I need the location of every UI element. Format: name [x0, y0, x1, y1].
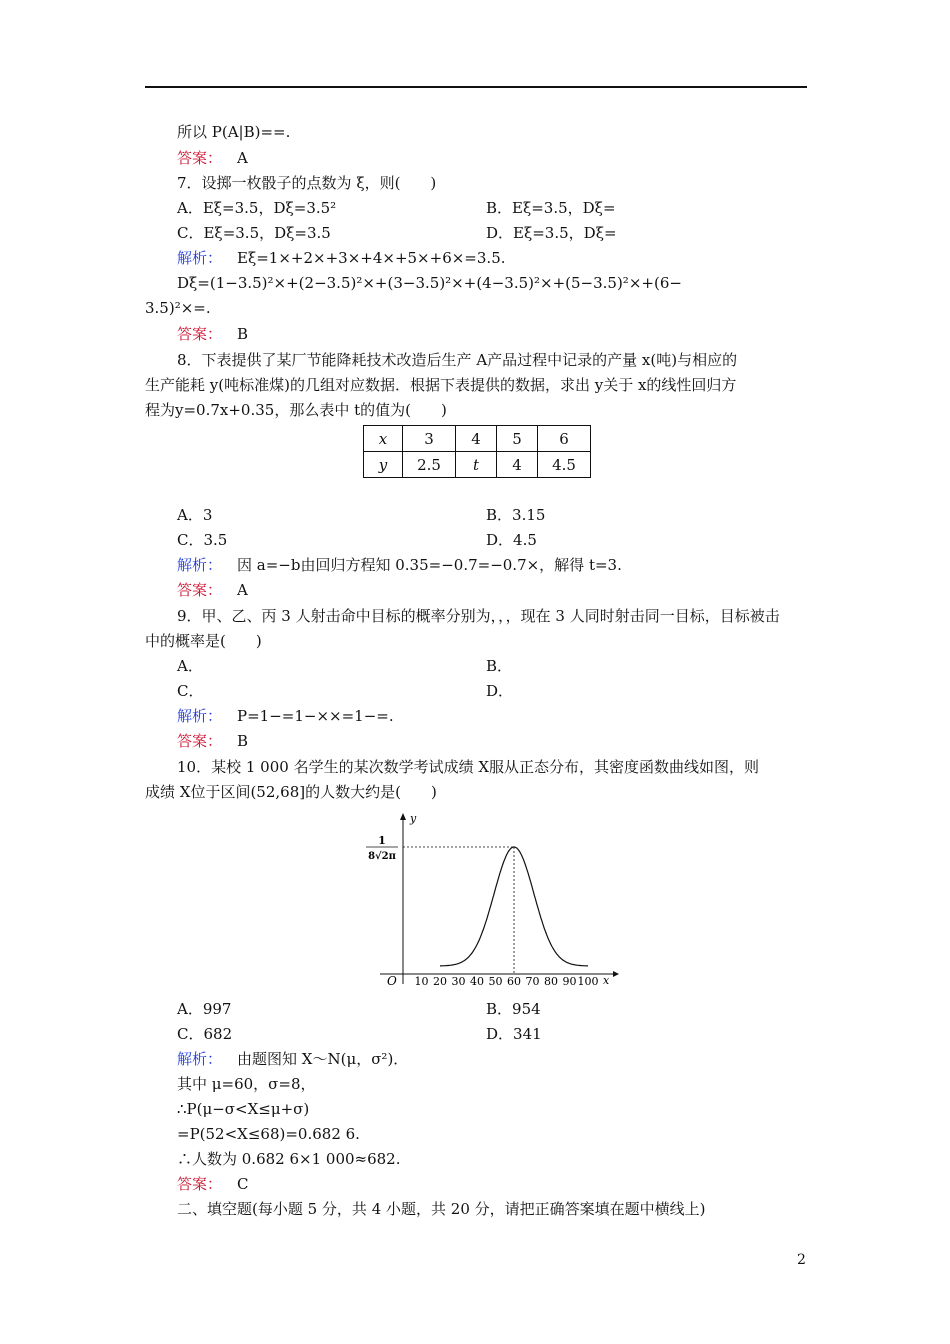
text-line: =P(52<X≤68)=0.682 6.: [177, 1125, 360, 1143]
y-axis-arrow: [400, 813, 406, 820]
table-cell: 5: [497, 426, 538, 452]
question-7: 7．设掷一枚骰子的点数为 ξ，则( ): [177, 174, 437, 192]
table-cell: y: [364, 452, 403, 478]
option-c: C．Eξ=3.5，Dξ=3.5: [177, 224, 331, 242]
text-line: 成绩 X位于区间(52,68]的人数大约是( ): [145, 783, 437, 801]
answer-line: [177, 324, 248, 344]
x-tick-label: 70: [525, 975, 540, 988]
analysis-text: 由题图知 X～N(μ，σ²)．: [237, 1050, 409, 1068]
x-tick-label: 20: [433, 975, 447, 988]
text-line: Dξ=(1−3.5)²×+(2−3.5)²×+(3−3.5)²×+(4−3.5)²×+(5−3.5)²×+(6−: [177, 274, 682, 292]
text-line: 程为y=0.7x+0.35，那么表中 t的值为( ): [145, 401, 447, 419]
x-tick-label: 10: [414, 975, 429, 988]
table-cell: t: [456, 452, 497, 478]
x-tick-label: 40: [470, 975, 484, 988]
answer-label: 答案：: [177, 325, 223, 343]
analysis-label: 解析：: [177, 249, 223, 267]
option-b: B．Eξ=3.5，Dξ=: [486, 199, 616, 217]
option-d: D．4.5: [486, 531, 537, 549]
answer-label: 答案：: [177, 581, 223, 599]
answer-label: 答案：: [177, 1175, 223, 1193]
option-d: D．341: [486, 1025, 542, 1043]
question-9: 9．甲、乙、丙 3 人射击命中目标的概率分别为，，，现在 3 人同时射击同一目标，目标被击: [177, 607, 780, 625]
analysis-label: 解析：: [177, 556, 223, 574]
option-c: C．682: [177, 1025, 233, 1043]
text-line: ∴人数为 0.682 6×1 000≈682.: [177, 1150, 401, 1168]
analysis-text: 因 a=−b由回归方程知 0.35=−0.7=−0.7×，解得 t=3.: [237, 556, 622, 574]
answer-line: [177, 148, 248, 168]
x-tick-label: 60: [507, 975, 521, 988]
analysis-text: P=1−=1−××=1−=.: [237, 707, 394, 725]
table-cell: 2.5: [403, 452, 456, 478]
text-line: 3.5)²×=.: [145, 299, 211, 317]
density-curve-figure: [355, 808, 620, 988]
x-axis-label: x: [603, 974, 610, 987]
option-a: A．: [177, 657, 203, 675]
page-number: 2: [797, 1252, 806, 1268]
answer-line: [177, 1174, 249, 1194]
option-c: C．3.5: [177, 531, 228, 549]
y-axis-label: y: [410, 812, 417, 825]
answer-value: C: [237, 1175, 249, 1193]
option-d: D．: [486, 682, 514, 700]
option-b: B．: [486, 657, 513, 675]
x-tick-label: 30: [451, 975, 466, 988]
answer-value: B: [237, 325, 249, 343]
table-cell: 6: [538, 426, 591, 452]
analysis-line: [177, 706, 394, 726]
analysis-label: 解析：: [177, 707, 223, 725]
data-table: [363, 425, 591, 478]
analysis-line: [177, 248, 506, 268]
answer-line: [177, 731, 248, 751]
table-cell: x: [364, 426, 403, 452]
peak-value-numerator: 1: [378, 834, 386, 847]
x-tick-labels: [415, 975, 599, 988]
option-c: C．: [177, 682, 204, 700]
answer-label: 答案：: [177, 149, 223, 167]
option-d: D．Eξ=3.5，Dξ=: [486, 224, 617, 242]
question-8: 8．下表提供了某厂节能降耗技术改造后生产 A产品过程中记录的产量 x(吨)与相应的: [177, 351, 738, 369]
answer-value: A: [237, 149, 248, 167]
table-row: [364, 452, 591, 478]
answer-value: B: [237, 732, 249, 750]
x-tick-label: 90: [562, 975, 577, 988]
x-tick-label: 100: [577, 975, 599, 988]
text-line: 其中 μ=60，σ=8，: [177, 1075, 316, 1093]
x-tick-label: 50: [488, 975, 503, 988]
option-b: B．3.15: [486, 506, 546, 524]
text-line: 所以 P(A|B)==.: [177, 123, 291, 141]
option-b: B．954: [486, 1000, 541, 1018]
table-cell: 3: [403, 426, 456, 452]
analysis-label: 解析：: [177, 1050, 223, 1068]
option-a: A．3: [177, 506, 213, 524]
text-line: 生产能耗 y(吨标准煤)的几组对应数据．根据下表提供的数据，求出 y关于 x的线性回归方: [145, 376, 737, 394]
analysis-line: [177, 555, 622, 575]
peak-value-denominator: 8√2π: [368, 851, 396, 862]
text-line: 中的概率是( ): [145, 632, 262, 650]
option-a: A．997: [177, 1000, 232, 1018]
x-tick-label: 80: [544, 975, 558, 988]
question-10: 10．某校 1 000 名学生的某次数学考试成绩 X服从正态分布，其密度函数曲线如图，则: [177, 758, 760, 776]
table-row: [364, 426, 591, 452]
section-heading: 二、填空题(每小题 5 分，共 4 小题，共 20 分，请把正确答案填在题中横线上): [177, 1200, 706, 1218]
answer-value: A: [237, 581, 248, 599]
table-cell: 4.5: [538, 452, 591, 478]
analysis-line: [177, 1049, 408, 1069]
answer-label: 答案：: [177, 732, 223, 750]
text-line: ∴P(μ−σ<X≤μ+σ): [177, 1100, 310, 1118]
table-cell: 4: [497, 452, 538, 478]
header-rule: [145, 86, 807, 88]
table-cell: 4: [456, 426, 497, 452]
x-axis-arrow: [613, 971, 619, 977]
origin-label: O: [387, 974, 397, 988]
option-a: A．Eξ=3.5，Dξ=3.5²: [177, 199, 337, 217]
answer-line: [177, 580, 248, 600]
analysis-text: Eξ=1×+2×+3×+4×+5×+6×=3.5.: [237, 249, 506, 267]
